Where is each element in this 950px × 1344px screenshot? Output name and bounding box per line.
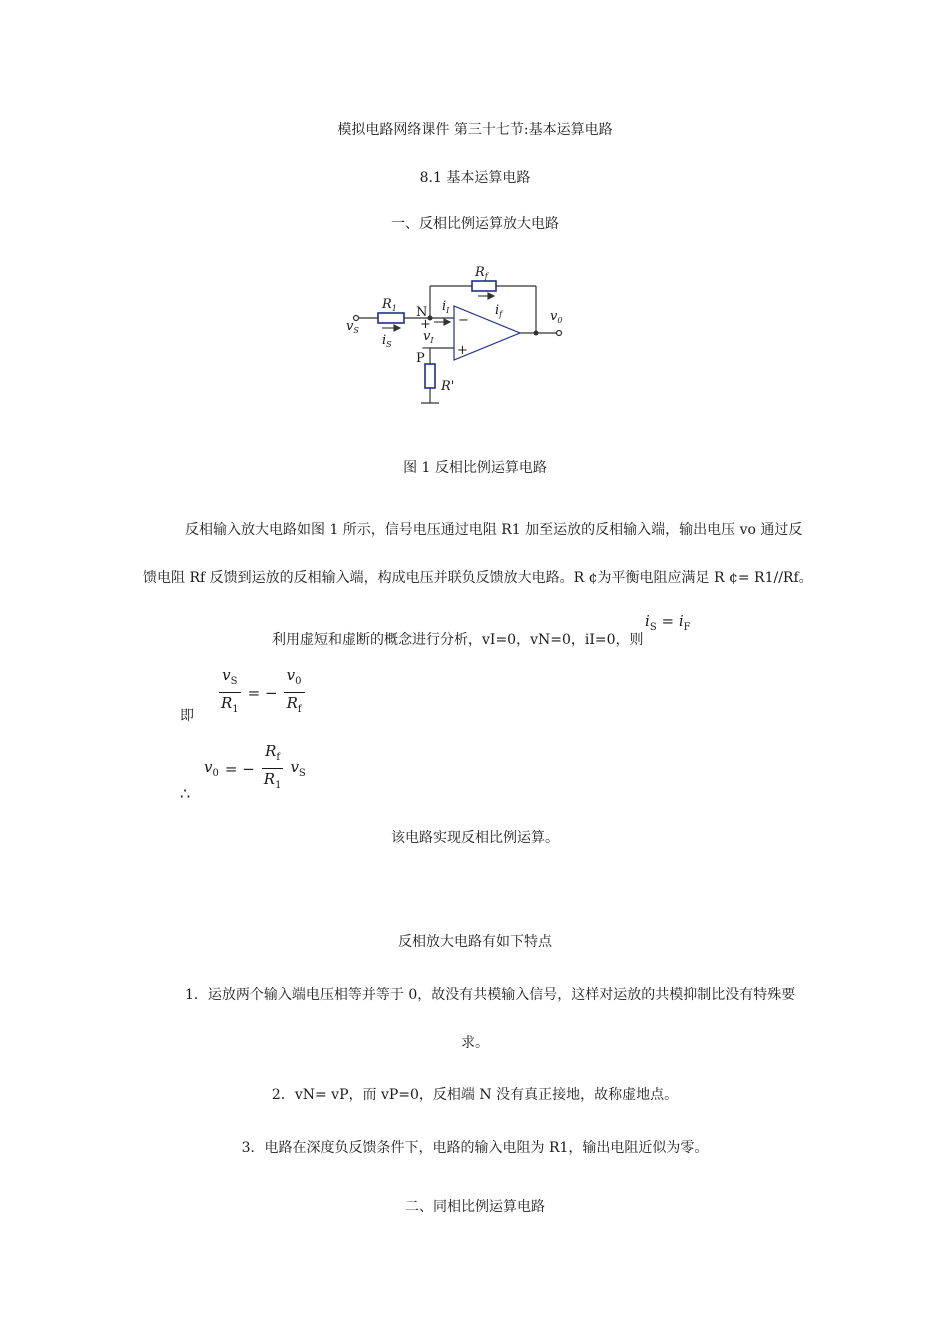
label-rf: $R_f$ — [475, 265, 488, 281]
arrow-ii-icon — [444, 319, 450, 325]
output-terminal — [557, 331, 562, 336]
label-if: $i_f$ — [495, 303, 503, 319]
ji-text: 即 — [180, 708, 194, 724]
arrow-if-icon — [488, 293, 494, 299]
label-rprime: R' — [441, 379, 455, 394]
label-vi: $v_I$ — [423, 329, 434, 345]
feature-item-2: 2．vN= vP，而 vP=0，反相端 N 没有真正接地，故称虚地点。 — [271, 1087, 679, 1103]
feature-item-1: 1．运放两个输入端电压相等并等于 0，故没有共模输入信号，这样对运放的共模抑制比没有特殊要 — [185, 987, 796, 1003]
inverting-amplifier-diagram — [330, 258, 590, 413]
equation-ratio: $\frac{v_S}{R_1}$ = − $\frac{v_0}{R_f}$ — [218, 665, 305, 720]
label-vs: $v_S$ — [346, 319, 359, 335]
input-terminal — [354, 316, 359, 321]
feature-item-1-cont: 求。 — [461, 1035, 489, 1051]
label-n: N — [416, 305, 428, 320]
section-heading: 8.1 基本运算电路 — [419, 170, 531, 186]
label-v0: $v_0$ — [550, 309, 563, 325]
resistor-r1 — [378, 313, 404, 323]
label-plus-vi: + — [420, 317, 431, 332]
label-ii: $i_I$ — [442, 299, 450, 315]
paragraph-line: 馈电阻 Rf 反馈到运放的反相输入端，构成电压并联负反馈放大电路。R ¢为平衡电阻应满足 R ¢= R1//Rf。 — [143, 570, 813, 586]
equation-current: $i_S = i_F$ — [645, 612, 691, 633]
arrow-is-icon — [394, 325, 400, 331]
analysis-text: 利用虚短和虚断的概念进行分析，vI=0，vN=0，iI=0，则 — [272, 632, 644, 648]
resistor-rf — [472, 281, 496, 291]
subsection-heading-inverting: 一、反相比例运算放大电路 — [391, 216, 559, 232]
node-output — [534, 331, 539, 336]
feature-item-3: 3．电路在深度负反馈条件下，电路的输入电阻为 R1，输出电阻近似为零。 — [241, 1140, 709, 1156]
label-minus-vi: − — [421, 341, 432, 356]
label-inverting-input: − — [458, 313, 469, 328]
label-is: $i_S$ — [382, 333, 392, 349]
label-r1: $R_1$ — [382, 297, 397, 313]
features-heading: 反相放大电路有如下特点 — [398, 934, 552, 950]
page-title: 模拟电路网络课件 第三十七节:基本运算电路 — [337, 122, 613, 138]
conclusion-text: 该电路实现反相比例运算。 — [391, 830, 559, 846]
equation-gain: $v_0$ = − $\frac{R_f}{R_1}$ $v_S$ — [204, 742, 306, 791]
figure-caption: 图 1 反相比例运算电路 — [403, 460, 547, 476]
resistor-rprime — [425, 364, 435, 388]
subsection-heading-noninverting: 二、同相比例运算电路 — [405, 1199, 545, 1215]
paragraph-line: 反相输入放大电路如图 1 所示，信号电压通过电阻 R1 加至运放的反相输入端，输出电压 vo 通过反 — [185, 522, 803, 538]
therefore-symbol: ∴ — [180, 784, 191, 803]
label-p: P — [416, 351, 425, 366]
label-noninverting-input: + — [457, 343, 468, 358]
